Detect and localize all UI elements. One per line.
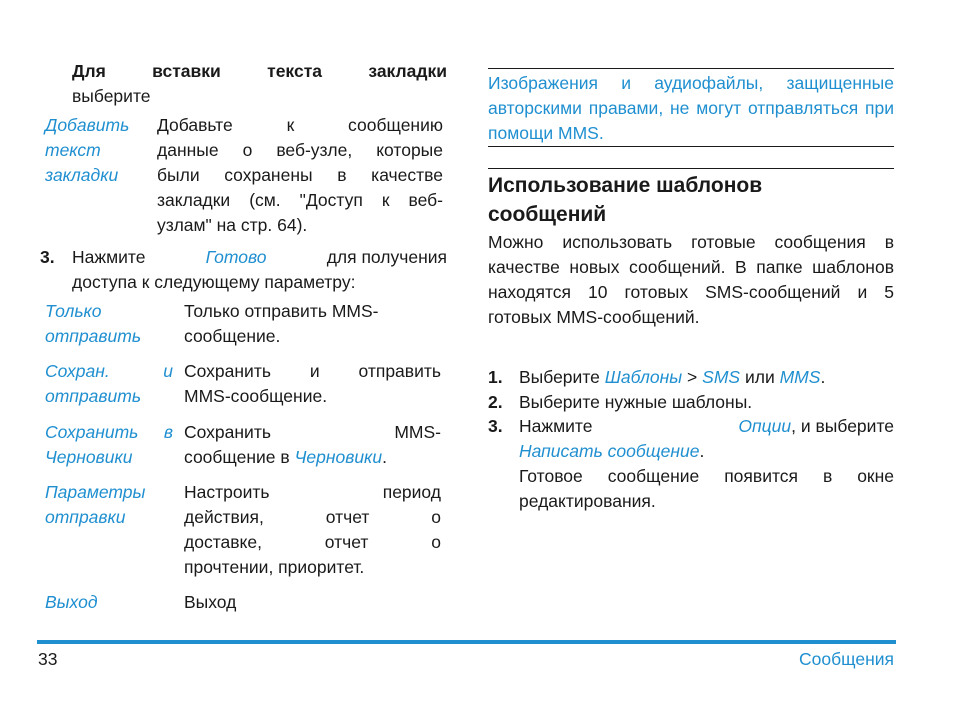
- desc-send-only: Только отправить MMS- сообщение.: [184, 301, 379, 346]
- section-title: Использование шаблонов сообщений: [488, 174, 763, 226]
- link-sms: SMS: [702, 367, 741, 387]
- section-rule: [488, 168, 894, 169]
- desc-save-to-drafts: Сохранить MMS- сообщение в Черновики.: [184, 422, 441, 467]
- link-write-message: Написать сообщение: [519, 441, 700, 461]
- term-send-settings: Параметры отправки: [45, 482, 146, 527]
- rstep-1-text: Выберите Шаблоны > SMS или MMS.: [519, 367, 826, 387]
- footer-section-title: Сообщения: [799, 649, 894, 669]
- rstep-3-text: Нажмите Опции, и выберите Написать сообщение. Готовое сообщение появится в окне редактирования.: [519, 416, 894, 511]
- term-add-bookmark-text: Добавить текст закладки: [45, 115, 130, 185]
- bookmark-intro: [72, 59, 447, 109]
- rstep-1-number: 1.: [488, 367, 503, 387]
- intro-rest: выберите: [72, 86, 151, 106]
- page-number: 33: [38, 649, 58, 669]
- link-templates: Шаблоны: [604, 367, 683, 387]
- term-save-and-send: Сохран. и отправить: [45, 361, 173, 406]
- note-bottom-rule: [488, 146, 894, 147]
- link-options: Опции: [738, 416, 792, 436]
- term-save-to-drafts: Сохранить в Черновики: [45, 422, 173, 467]
- term-send-only: Только отправить: [45, 301, 142, 346]
- link-drafts: Черновики: [294, 447, 383, 467]
- note-top-rule: [488, 68, 894, 69]
- desc-send-settings: Настроить период действия, отчет о доставке, отчет о прочтении, приоритет.: [184, 482, 441, 577]
- rstep-2-text: Выберите нужные шаблоны.: [519, 392, 753, 412]
- copyright-note: Изображения и аудиофайлы, защищенные авторскими правами, не могут отправляться при помощи MMS.: [488, 73, 894, 143]
- rstep-2-number: 2.: [488, 392, 503, 412]
- step-3-text: Нажмите Готово для получения доступа к следующему параметру:: [72, 247, 447, 292]
- intro-bold: Для вставки текста закладки: [72, 61, 447, 81]
- footer-bar: [37, 640, 896, 644]
- desc-save-and-send: Сохранить и отправить MMS-сообщение.: [184, 361, 441, 406]
- rstep-3-number: 3.: [488, 416, 503, 436]
- desc-add-bookmark-text: Добавьте к сообщению данные о веб-узле, которые были сохранены в качестве закладки (см. "Доступ к веб- узлам" на стр. 64).: [157, 115, 443, 235]
- section-body: Можно использовать готовые сообщения в качестве новых сообщений. В папке шаблонов находятся 10 готовых SMS-сообщений и 5 готовых MMS-сообщений.: [488, 232, 894, 327]
- desc-exit: Выход: [184, 592, 237, 612]
- step-3-number: 3.: [40, 247, 55, 267]
- link-mms: MMS: [779, 367, 821, 387]
- term-exit: Выход: [45, 592, 98, 612]
- link-done: Готово: [205, 247, 267, 267]
